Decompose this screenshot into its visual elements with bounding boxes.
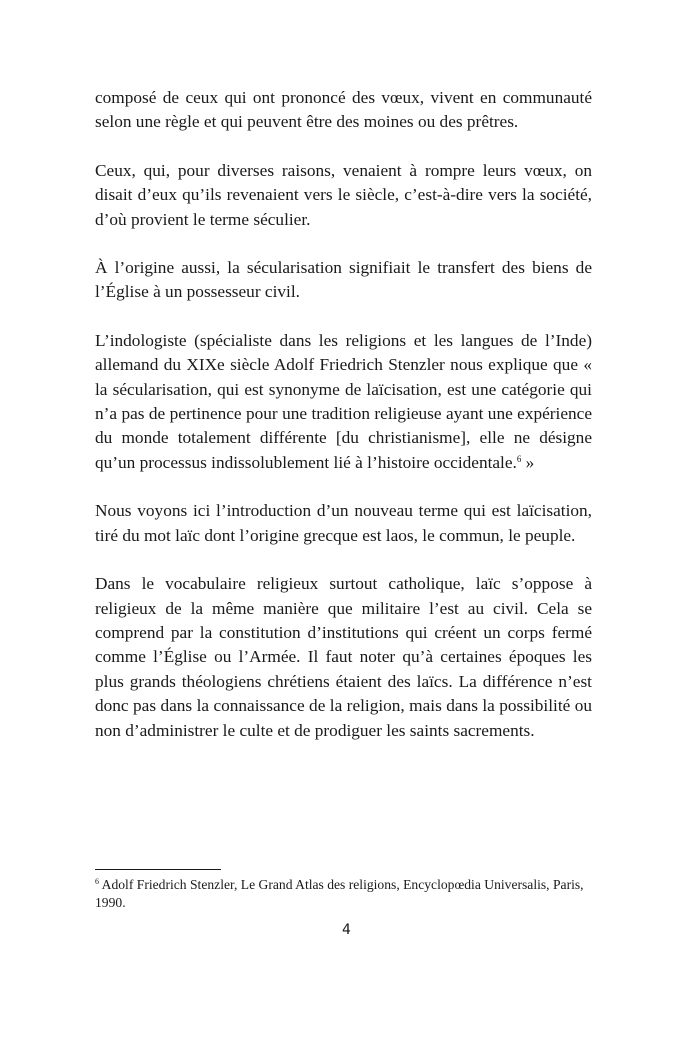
paragraph-6: Dans le vocabulaire religieux surtout catholique, laïc s’oppose à religieux de la même manière que militaire l’est au civil. Cela se comprend par la constitution d’institutions qui créent un corps fermé comme l’Église ou l’Armée. Il faut noter qu’à certaines époques les plus grands théologiens chrétiens étaient des laïcs. La différence n’est donc pas dans la connaissance de la religion, mais dans la possibilité ou non d’administrer le culte et de prodiguer les saints sacrements. xyxy=(95,574,592,740)
footnote-number: 6 xyxy=(95,877,99,886)
footnote-text: Adolf Friedrich Stenzler, Le Grand Atlas des religions, Encyclopœdia Universalis, Paris, 1990. xyxy=(95,877,584,910)
paragraph-2: Ceux, qui, pour diverses raisons, venaient à rompre leurs vœux, on disait d’eux qu’ils revenaient vers le siècle, c’est-à-dire vers la société, d’où provient le terme séculier. xyxy=(95,160,592,229)
paragraph-4-closing-quote: » xyxy=(521,452,535,472)
footnote xyxy=(95,876,595,912)
paragraph-1: composé de ceux qui ont prononcé des vœux, vivent en communauté selon une règle et qui peuvent être des moines ou des prêtres. xyxy=(95,88,592,132)
paragraph-4 xyxy=(95,329,592,475)
body-text xyxy=(95,86,592,767)
paragraph-3: À l’origine aussi, la sécularisation signifiait le transfert des biens de l’Église à un possesseur civil. xyxy=(95,258,592,302)
footnote-separator xyxy=(95,869,221,870)
page-number: 4 xyxy=(342,922,351,938)
footnote-reference[interactable]: 6 xyxy=(516,453,522,464)
paragraph-5: Nous voyons ici l’introduction d’un nouveau terme qui est laïcisation, tiré du mot laïc dont l’origine grecque est laos, le commun, le peuple. xyxy=(95,501,592,545)
paragraph-4-text: L’indologiste (spécialiste dans les religions et les langues de l’Inde) allemand du XIXe siècle Adolf Friedrich Stenzler nous explique que « la sécularisation, qui est synonyme de laïcisation, est une catégorie qui n’a pas de pertinence pour une tradition religieuse ayant une expérience du monde totalement différente [du christianisme], elle ne désigne qu’un processus indissolublement lié à l’histoire occidentale. xyxy=(95,330,592,472)
